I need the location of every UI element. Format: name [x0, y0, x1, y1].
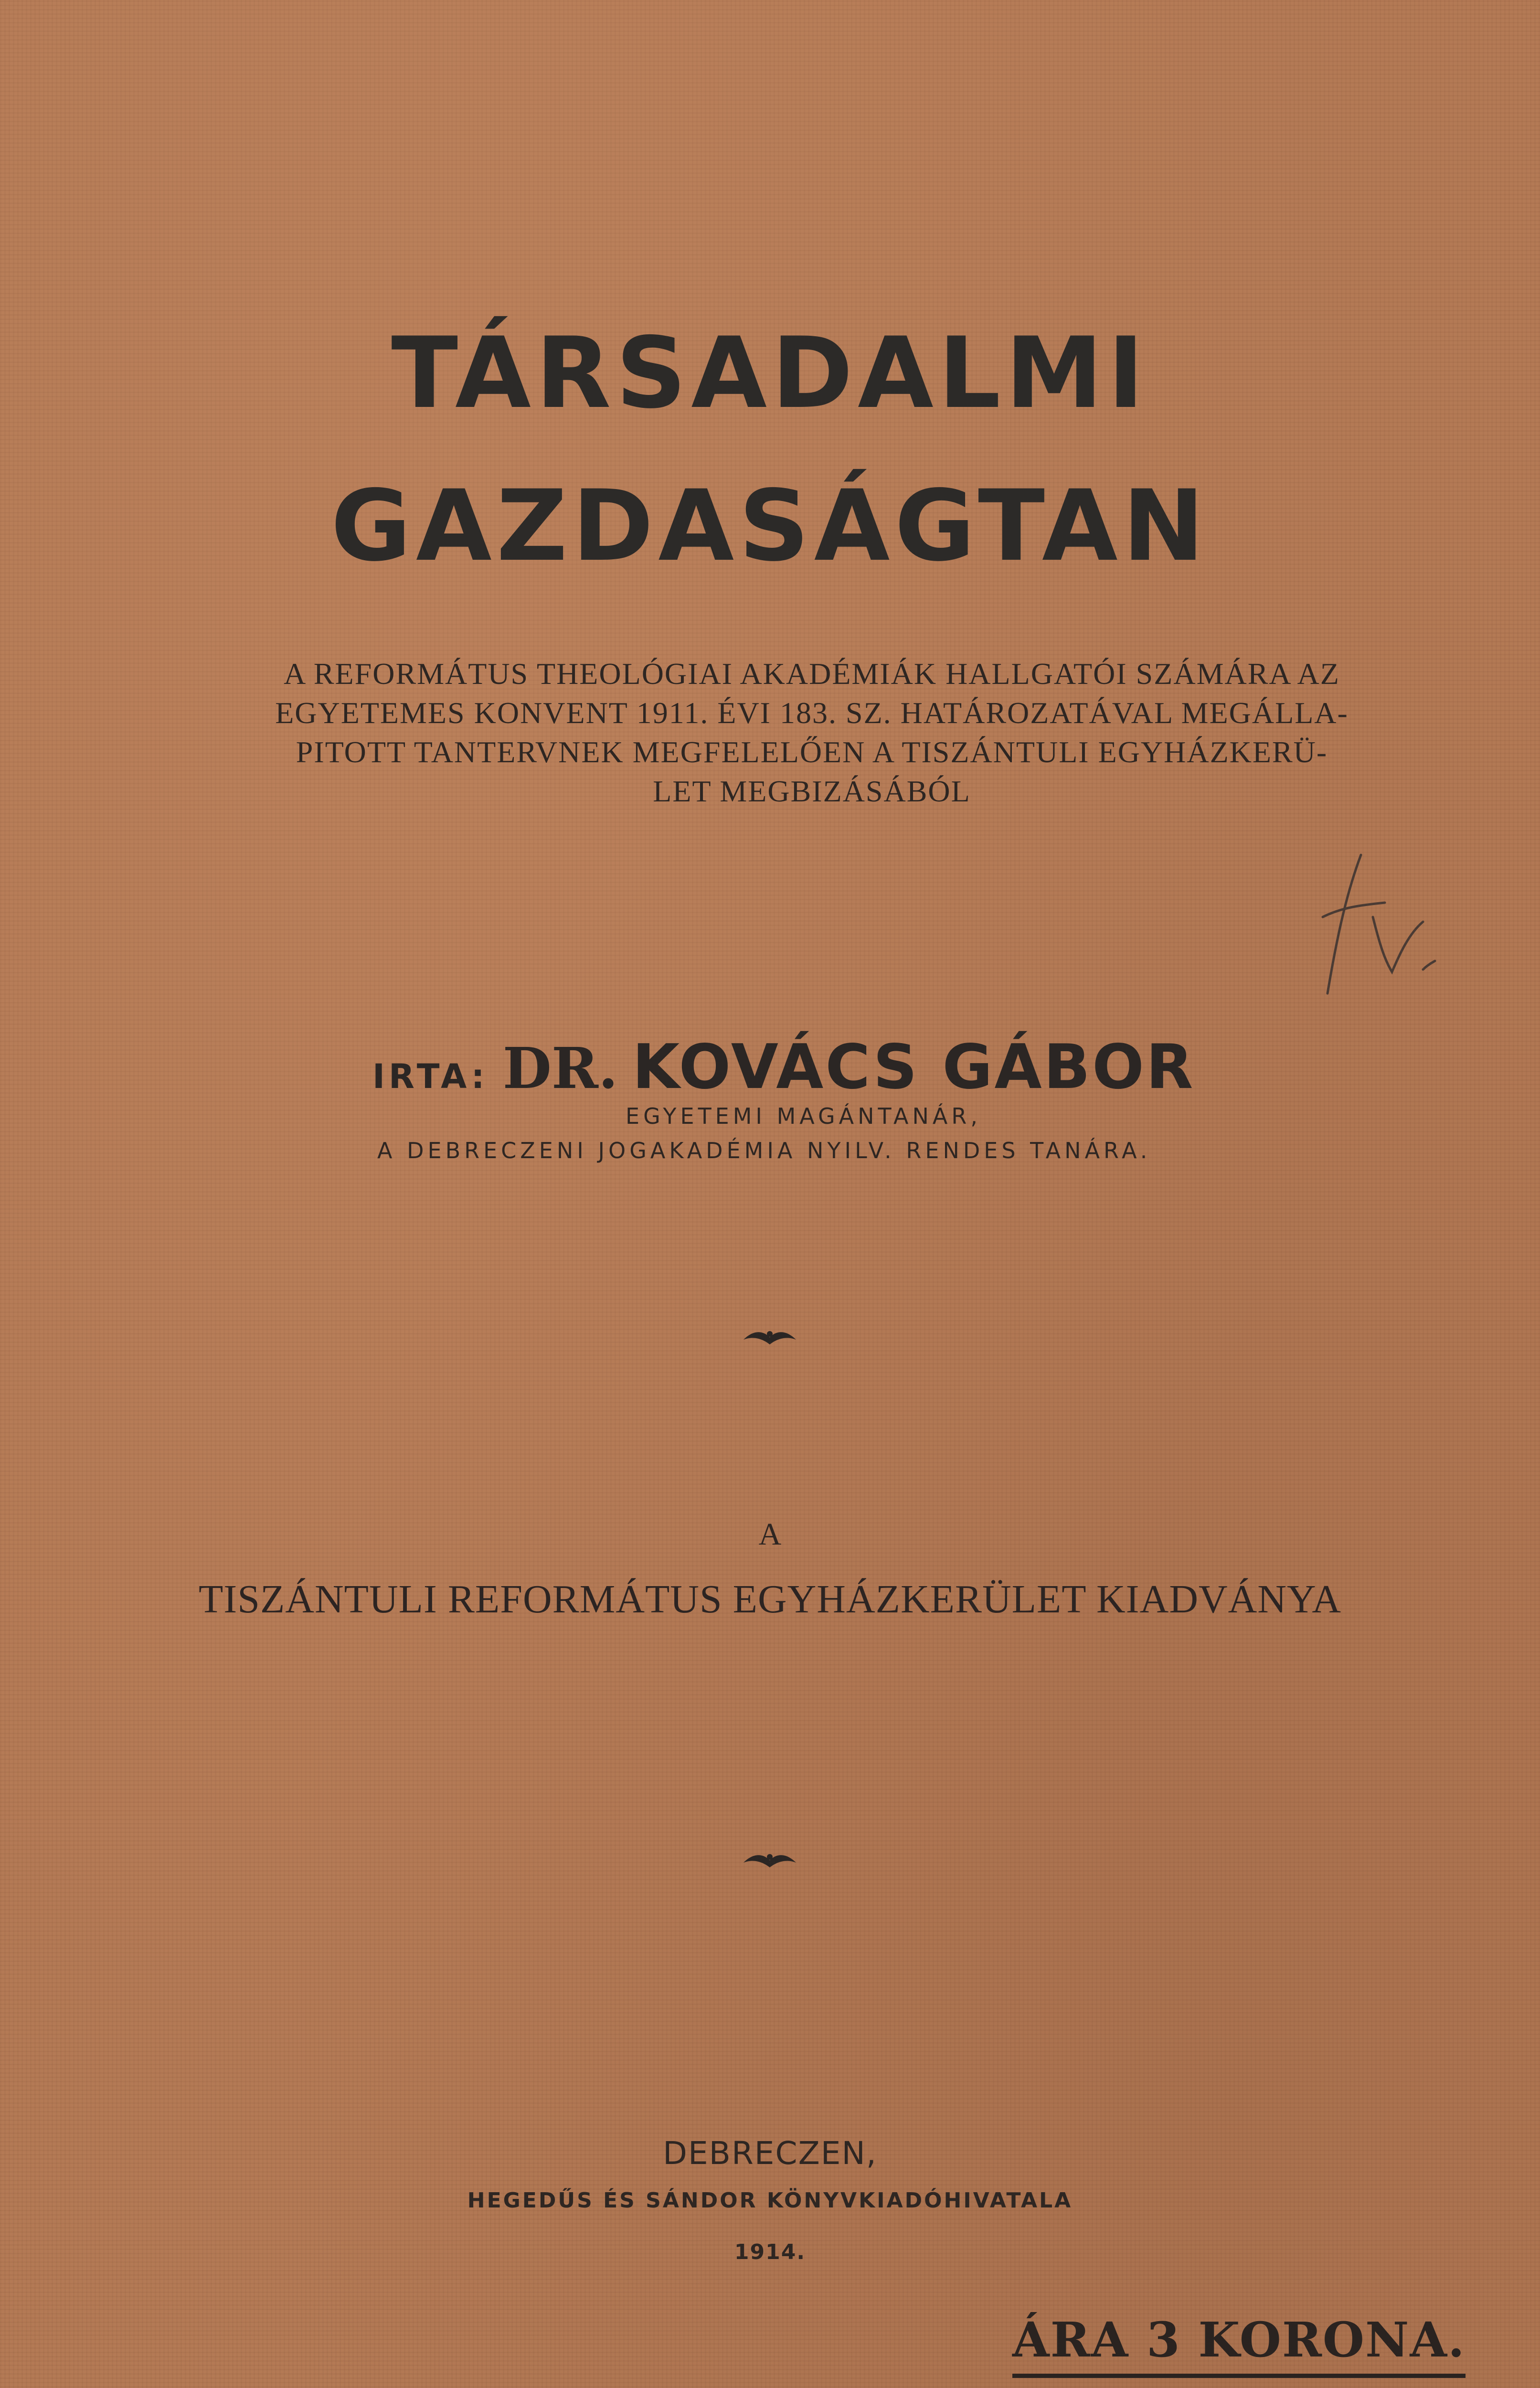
author-credential-1: EGYETEMI MAGÁNTANÁR,	[626, 1103, 981, 1129]
price-label: ÁRA 3 KORONA.	[1012, 2312, 1466, 2378]
title-line-1: TÁRSADALMI	[391, 317, 1149, 430]
author-name: KOVÁCS GÁBOR	[632, 1032, 1195, 1103]
author-credential-2: A DEBRECZENI JOGAKADÉMIA NYILV. RENDES TANÁRA.	[377, 1138, 1151, 1163]
publisher-name: TISZÁNTULI REFORMÁTUS EGYHÁZKERÜLET KIADVÁNYA	[199, 1577, 1341, 1621]
ornament-icon	[741, 1848, 798, 1872]
imprint-publisher: HEGEDŰS ÉS SÁNDOR KÖNYVKIADÓHIVATALA	[467, 2188, 1073, 2213]
title-line-2: GAZDASÁGTAN	[330, 469, 1210, 583]
ornament-icon	[741, 1325, 798, 1349]
subtitle	[201, 654, 1423, 811]
subtitle-line-2: EGYETEMES KONVENT 1911. ÉVI 183. SZ. HATÁROZATÁVAL MEGÁLLA-	[275, 696, 1349, 730]
imprint-year: 1914.	[734, 2240, 806, 2264]
imprint-city: DEBRECZEN,	[663, 2135, 877, 2172]
subtitle-line-4: LET MEGBIZÁSÁBÓL	[653, 774, 971, 808]
subtitle-line-1: A REFORMÁTUS THEOLÓGIAI AKADÉMIÁK HALLGATÓI SZÁMÁRA AZ	[284, 657, 1340, 691]
handwritten-signature	[1289, 850, 1442, 1022]
author-honorific: DR.	[502, 1035, 618, 1101]
author-line	[372, 1032, 1195, 1103]
publisher-article: A	[758, 1517, 782, 1552]
author-prefix: IRTA:	[372, 1057, 489, 1096]
subtitle-line-3: PITOTT TANTERVNEK MEGFELELŐEN A TISZÁNTULI EGYHÁZKERÜ-	[296, 735, 1328, 769]
